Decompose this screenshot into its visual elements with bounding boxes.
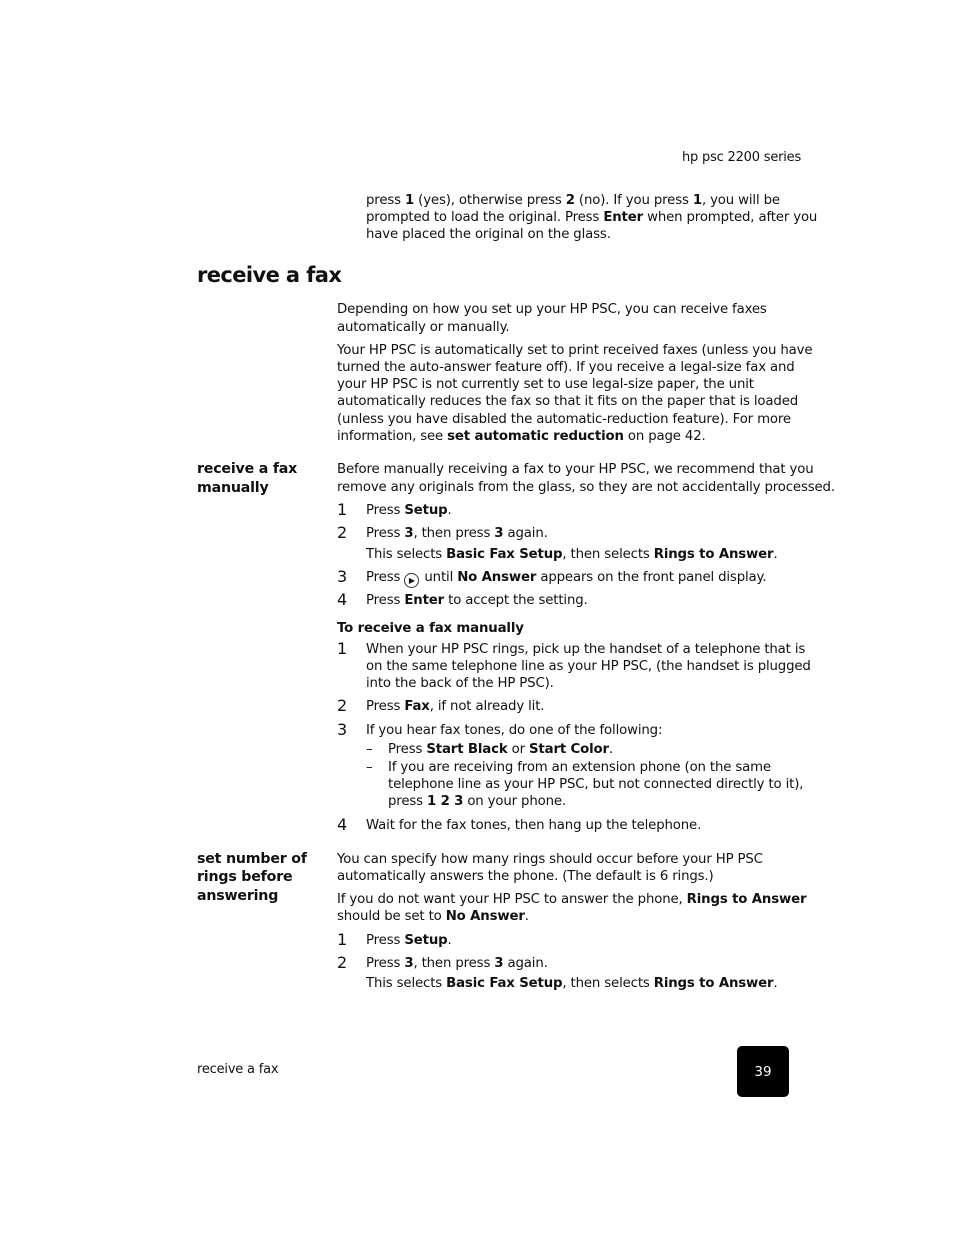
right-arrow-key-icon: ▶ <box>404 573 419 588</box>
step-number: 2 <box>337 953 348 972</box>
section-p1-line-1: Depending on how you set up your HP PSC, you can receive faxes <box>337 302 767 317</box>
step-text: Press 3, then press 3 again. <box>366 956 548 971</box>
rings-p1-line-1: You can specify how many rings should occur before your HP PSC <box>337 852 763 867</box>
intro-line-3: have placed the original on the glass. <box>366 227 611 242</box>
section-p2-line-4: automatically reduces the fax so that it fits on the paper that is loaded <box>337 394 799 409</box>
subsection-title-manual-line-1: receive a fax <box>197 461 298 477</box>
step-text: Press Setup. <box>366 933 452 948</box>
intro-line-2: prompted to load the original. Press Enter when prompted, after you <box>366 210 818 225</box>
rings-p1-line-2: automatically answers the phone. (The default is 6 rings.) <box>337 869 714 884</box>
procedure-heading: To receive a fax manually <box>337 621 524 636</box>
step-number: 3 <box>337 720 348 739</box>
step-number: 1 <box>337 639 348 658</box>
step-number: 2 <box>337 696 348 715</box>
manual-intro-line-2: remove any originals from the glass, so they are not accidentally processed. <box>337 480 835 495</box>
step-number: 1 <box>337 930 348 949</box>
bullet-text: Press Start Black or Start Color. <box>388 742 614 757</box>
bullet-dash: – <box>366 742 373 757</box>
step-text: Press ▶ until No Answer appears on the front panel display. <box>366 569 766 588</box>
rings-p2-line-1: If you do not want your HP PSC to answer the phone, Rings to Answer <box>337 892 807 907</box>
step-text: Press Fax, if not already lit. <box>366 699 545 714</box>
step-text: Press 3, then press 3 again. <box>366 526 548 541</box>
step-number: 4 <box>337 590 348 609</box>
manual-intro-line-1: Before manually receiving a fax to your HP PSC, we recommend that you <box>337 462 814 477</box>
step-subtext: This selects Basic Fax Setup, then selects Rings to Answer. <box>366 976 778 991</box>
step-subtext: This selects Basic Fax Setup, then selects Rings to Answer. <box>366 547 778 562</box>
step-text: Wait for the fax tones, then hang up the telephone. <box>366 818 702 833</box>
section-p2-line-2: turned the auto-answer feature off). If you receive a legal-size fax and <box>337 360 795 375</box>
subsection-title-manual-line-2: manually <box>197 480 269 496</box>
cross-reference-link[interactable]: set automatic reduction <box>447 429 624 444</box>
subsection-title-rings-line-3: answering <box>197 888 279 904</box>
step-text: When your HP PSC rings, pick up the handset of a telephone that is <box>366 642 806 657</box>
step-text: Press Enter to accept the setting. <box>366 593 588 608</box>
bullet-dash: – <box>366 760 373 775</box>
section-p2-line-1: Your HP PSC is automatically set to print received faxes (unless you have <box>337 343 813 358</box>
step-number: 3 <box>337 567 348 586</box>
rings-p2-line-2: should be set to No Answer. <box>337 909 529 924</box>
footer-section-name: receive a fax <box>197 1062 279 1077</box>
step-text: Press Setup. <box>366 503 452 518</box>
section-p2-line-5: (unless you have disabled the automatic-reduction feature). For more <box>337 412 791 427</box>
step-number: 4 <box>337 815 348 834</box>
step-number: 1 <box>337 500 348 519</box>
step-text: on the same telephone line as your HP PSC, (the handset is plugged <box>366 659 811 674</box>
running-header: hp psc 2200 series <box>682 150 802 165</box>
section-p2-line-3: your HP PSC is not currently set to use legal-size paper, the unit <box>337 377 754 392</box>
step-number: 2 <box>337 523 348 542</box>
section-title: receive a fax <box>197 263 342 287</box>
page-number: 39 <box>754 1063 772 1080</box>
bullet-text: telephone line as your HP PSC, but not connected directly to it), <box>388 777 804 792</box>
bullet-text: press 1 2 3 on your phone. <box>388 794 566 809</box>
bullet-text: If you are receiving from an extension phone (on the same <box>388 760 771 775</box>
intro-line-1: press 1 (yes), otherwise press 2 (no). If you press 1, you will be <box>366 193 780 208</box>
subsection-title-rings-line-2: rings before <box>197 869 293 885</box>
subsection-title-rings-line-1: set number of <box>197 851 307 867</box>
page-number-badge <box>737 1046 789 1097</box>
section-p1-line-2: automatically or manually. <box>337 320 510 335</box>
section-p2-line-6: information, see set automatic reduction on page 42. <box>337 429 706 444</box>
step-text: If you hear fax tones, do one of the following: <box>366 723 663 738</box>
step-text: into the back of the HP PSC). <box>366 676 554 691</box>
